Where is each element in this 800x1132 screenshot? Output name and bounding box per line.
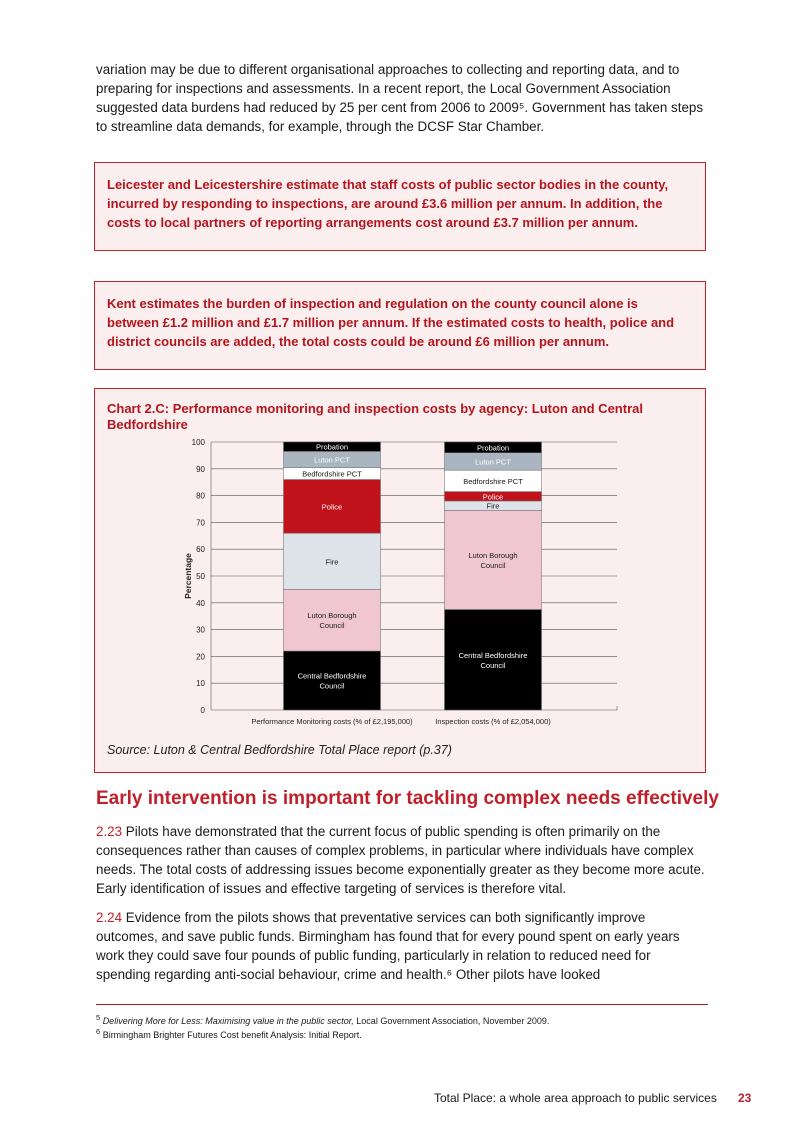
- y-tick-label: 100: [191, 438, 205, 447]
- y-tick-label: 70: [196, 518, 205, 528]
- footnote-6: [96, 1026, 708, 1041]
- y-tick-label: 20: [196, 652, 205, 662]
- page-number: 23: [738, 1091, 752, 1105]
- y-tick-label: 50: [196, 572, 205, 581]
- chart-source: Source: Luton & Central Bedfordshire Total Place report (p.37): [107, 743, 452, 757]
- stacked-bar-chart: [95, 389, 705, 739]
- paragraph-number: 2.23: [96, 824, 123, 839]
- segment-label: Central Bedfordshire: [458, 650, 528, 660]
- y-tick-label: 30: [196, 625, 205, 635]
- category-label: Inspection costs (% of £2,054,000): [435, 717, 551, 726]
- segment-label: Council: [480, 560, 506, 570]
- paragraph-text: Pilots have demonstrated that the current focus of public spending is often primarily on the consequences rather than causes of complex problems, in particular where individuals have complex needs. The total costs of addressing issues become exponentially greater as they become more acute. Early identification of issues and effective targeting of services is therefore vital.: [96, 824, 705, 896]
- segment-label: Central Bedfordshire: [297, 671, 367, 681]
- y-tick-label: 60: [196, 545, 205, 555]
- y-tick-label: 90: [196, 464, 205, 474]
- segment-label: Council: [480, 660, 506, 670]
- callout-kent-text: Kent estimates the burden of inspection and regulation on the county council alone is between £1.2 million and £1.7 million per annum. If the estimated costs to health, police and district councils are added, the total costs could be around £6 million per annum.: [107, 296, 675, 349]
- segment-label: Probation: [476, 443, 510, 453]
- y-tick-label: 80: [196, 491, 205, 501]
- segment-label: Police: [321, 502, 343, 512]
- footnote-5: [96, 1012, 708, 1027]
- footnote-title: Delivering More for Less: Maximising value in the public sector,: [102, 1016, 354, 1026]
- chart-panel: [94, 388, 706, 773]
- bar-segment: [445, 610, 542, 711]
- segment-label: Luton PCT: [475, 457, 511, 467]
- footnote-text: Birmingham Brighter Futures Cost benefit Analysis: Initial Report.: [102, 1030, 362, 1040]
- segment-label: Luton Borough: [468, 550, 518, 560]
- segment-label: Council: [319, 681, 345, 691]
- section-heading: Early intervention is important for tackling complex needs effectively: [96, 788, 719, 809]
- callout-leicester-text: Leicester and Leicestershire estimate that staff costs of public sector bodies in the county, incurred by responding to inspections, are around £3.6 million per annum. In addition, the costs to local partners of reporting arrangements cost around £3.7 million per annum.: [107, 177, 669, 230]
- segment-label: Probation: [315, 442, 349, 452]
- segment-label: Luton PCT: [314, 455, 350, 465]
- segment-label: Bedfordshire PCT: [302, 469, 362, 479]
- paragraph-text: Evidence from the pilots shows that preventative services can both significantly improve outcomes, and save public funds. Birmingham has found that for every pound spent on early years work they could save four pounds of public funding, particularly in relation to reduced need for spending regarding anti-social behaviour, crime and health.⁶ Other pilots have looked: [96, 910, 680, 982]
- footnote-divider: [96, 1004, 708, 1005]
- footnote-marker: 6: [96, 1027, 101, 1036]
- paragraph-2-23: [96, 822, 708, 898]
- y-tick-label: 10: [196, 679, 205, 689]
- paragraph-number: 2.24: [96, 910, 123, 925]
- category-label: Performance Monitoring costs (% of £2,195,000): [251, 717, 413, 726]
- segment-label: Police: [482, 492, 504, 502]
- footnote-marker: 5: [96, 1013, 101, 1022]
- footer-text: Total Place: a whole area approach to public services: [434, 1091, 717, 1105]
- y-tick-label: 40: [196, 598, 205, 608]
- segment-label: Bedfordshire PCT: [463, 476, 523, 486]
- callout-kent: [94, 281, 706, 370]
- callout-leicester: [94, 162, 706, 251]
- y-axis-label: Percentage: [183, 553, 193, 599]
- intro-paragraph: variation may be due to different organisational approaches to collecting and reporting data, and to preparing for inspections and assessments. In a recent report, the Local Government Association suggested data burdens had reduced by 25 per cent from 2006 to 2009⁵. Government has taken steps to streamline data demands, for example, through the DCSF Star Chamber.: [96, 62, 704, 134]
- segment-label: Luton Borough: [307, 611, 357, 621]
- footnote-text: Local Government Association, November 2009.: [353, 1016, 550, 1026]
- chart-title: Chart 2.C: Performance monitoring and inspection costs by agency: Luton and Central Bedfordshire: [107, 401, 643, 432]
- segment-label: Fire: [325, 557, 339, 567]
- segment-label: Fire: [486, 501, 500, 511]
- y-tick-label: 0: [200, 706, 205, 715]
- segment-label: Council: [319, 621, 345, 631]
- paragraph-2-24: [96, 908, 708, 984]
